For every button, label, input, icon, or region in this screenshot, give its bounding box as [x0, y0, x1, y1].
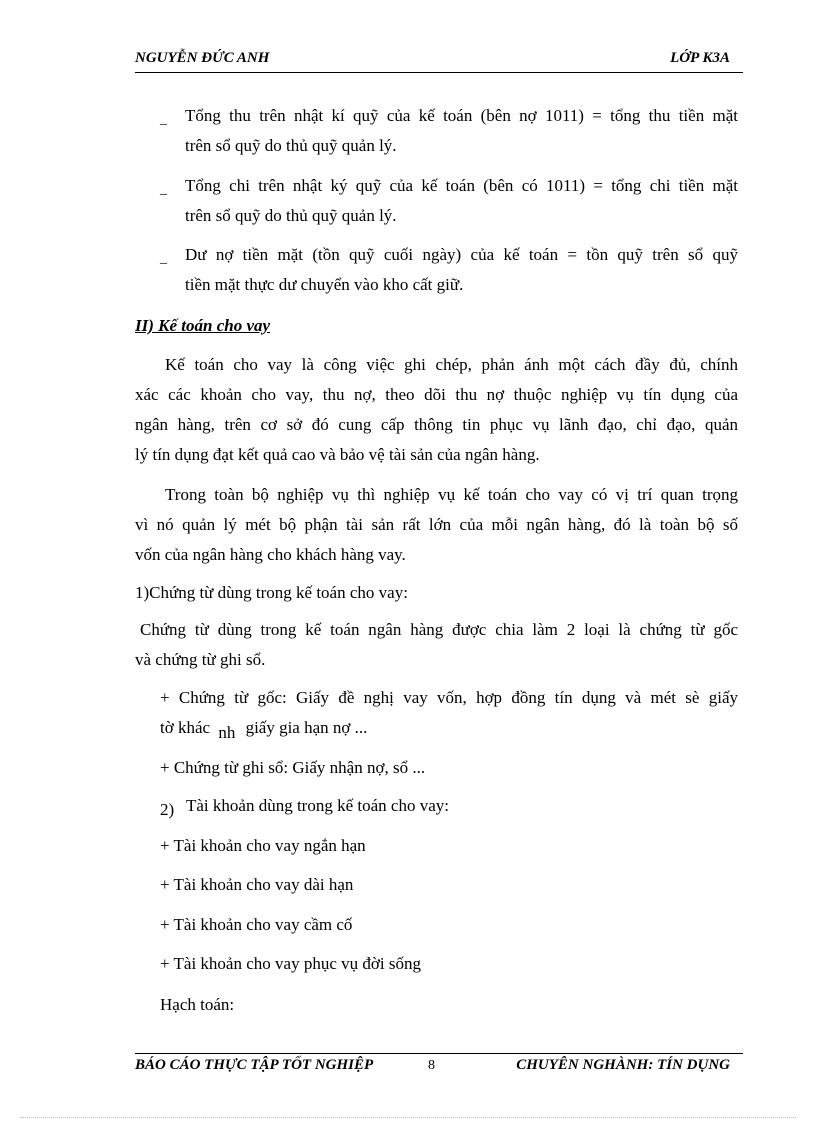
header-rule — [135, 72, 743, 73]
footer-right: CHUYÊN NGHÀNH: TÍN DỤNG — [516, 1057, 730, 1073]
para2-line-1: Trong toàn bộ nghiệp vụ thì nghiệp vụ kế toán cho vay có vị trí quan trọng — [165, 485, 738, 504]
para1-line-1: Kế toán cho vay là công việc ghi chép, phản ánh một cách đầy đủ, chính — [165, 355, 738, 374]
bullet-marker: _ — [160, 112, 167, 127]
bullet-3-line-2: tiền mặt thực dư chuyển vào kho cất giữ. — [185, 275, 464, 294]
bullet-2-line-1: Tổng chi trên nhật ký quỹ của kế toán (bên có 1011) = tổng chi tiền mặt — [185, 176, 738, 195]
item-chung-tu-goc-line-1: + Chứng từ gốc: Giấy đề nghị vay vốn, hợp đồng tín dụng và mét sè giấy — [160, 688, 738, 707]
para2-line-2: vì nó quản lý mét bộ phận tài sản rất lớn của mỗi ngân hàng, đó là toàn bộ số — [135, 515, 738, 534]
para1-line-2: xác các khoản cho vay, thu nợ, theo dõi thu nợ thuộc nghiệp vụ tín dụng của — [135, 385, 738, 404]
section-title: II) Kế toán cho vay — [135, 316, 271, 335]
bullet-2-line-2: trên sổ quỹ do thủ quỹ quản lý. — [185, 206, 397, 225]
hach-toan-label: Hạch toán: — [160, 995, 235, 1014]
para3-line-2: và chứng từ ghi sổ. — [135, 650, 266, 669]
header-author: NGUYỄN ĐỨC ANH — [135, 50, 270, 66]
bullet-marker: _ — [160, 251, 167, 266]
item-goc-nh: nh — [218, 723, 236, 742]
bullet-1-line-2: trên sổ quỹ do thủ quỹ quản lý. — [185, 136, 397, 155]
page-number: 8 — [428, 1058, 435, 1073]
item-chung-tu-goc-line-2 — [160, 713, 367, 743]
subheading-2: Tài khoản dùng trong kế toán cho vay: — [186, 796, 449, 815]
bullet-marker: _ — [160, 182, 167, 197]
para1-line-3: ngân hàng, trên cơ sở đó cung cấp thông tin phục vụ lãnh đạo, chỉ đạo, quản — [135, 415, 738, 434]
subheading-1: 1)Chứng từ dùng trong kế toán cho vay: — [135, 583, 408, 602]
item-chung-tu-ghi-so: + Chứng từ ghi sổ: Giấy nhận nợ, sổ ... — [160, 758, 426, 777]
account-item: + Tài khoản cho vay phục vụ đời sống — [160, 954, 421, 973]
bullet-3-line-1: Dư nợ tiền mặt (tồn quỹ cuối ngày) của kế toán = tồn quỹ trên sổ quỹ — [185, 245, 738, 264]
item-goc-text-b: giấy gia hạn nợ ... — [245, 718, 368, 737]
header-class: LỚP K3A — [670, 50, 730, 66]
para3-line-1: Chứng từ dùng trong kế toán ngân hàng được chia làm 2 loại là chứng từ gốc — [140, 620, 738, 639]
account-item: + Tài khoản cho vay ngắn hạn — [160, 836, 366, 855]
account-item: + Tài khoản cho vay cầm cố — [160, 915, 353, 934]
account-item: + Tài khoản cho vay dài hạn — [160, 875, 354, 894]
para2-line-3: vốn của ngân hàng cho khách hàng vay. — [135, 545, 406, 564]
page-edge — [20, 1117, 796, 1118]
subheading-2-number: 2) — [160, 800, 175, 819]
footer-rule — [135, 1053, 743, 1054]
item-goc-text-a: tờ khác — [160, 718, 211, 737]
bullet-1-line-1: Tổng thu trên nhật kí quỹ của kế toán (bên nợ 1011) = tổng thu tiền mặt — [185, 106, 738, 125]
para1-line-4: lý tín dụng đạt kết quả cao và bảo vệ tài sản của ngân hàng. — [135, 445, 540, 464]
footer-left: BÁO CÁO THỰC TẬP TỐT NGHIỆP — [135, 1057, 374, 1073]
